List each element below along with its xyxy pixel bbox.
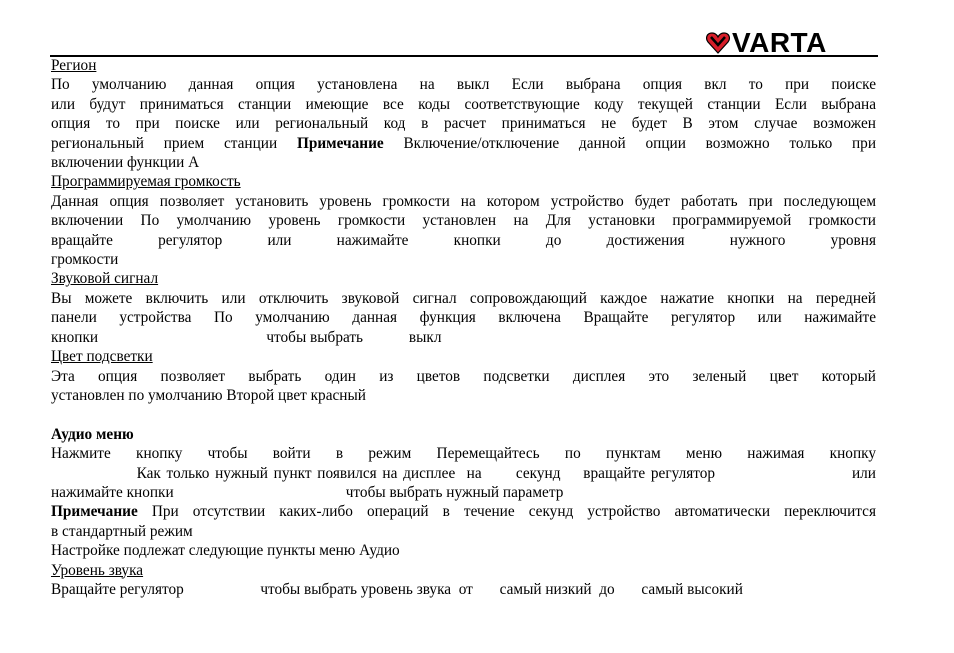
audio-note-text: При отсутствии каких-либо операций в течение секунд устройство автоматически переключится bbox=[151, 503, 876, 521]
beep-line-2: панели устройства По умолчанию данная функция включена Вращайте регулятор или нажимайте bbox=[51, 309, 876, 327]
beep-line-1: Вы можете включить или отключить звуковой сигнал сопровождающий каждое нажатие кнопки на передней bbox=[51, 289, 876, 307]
region-heading: Регион bbox=[51, 57, 97, 74]
region-line-4 bbox=[51, 134, 876, 153]
backlight-line-2: установлен по умолчанию Второй цвет красный bbox=[51, 386, 366, 404]
region-line-2: или будут приниматься станции имеющие все коды соответствующие коду текущей станции Если выбрана bbox=[51, 95, 876, 113]
region-line-3: опция то при поиске или региональный код в расчет приниматься не будет В этом случае возможен bbox=[51, 115, 876, 133]
audio-line-3: нажимайте кнопки чтобы выбрать нужный параметр bbox=[51, 483, 564, 501]
volume-line-4: громкости bbox=[51, 251, 119, 269]
region-note-text: Включение/отключение данной опции возможно только при bbox=[403, 134, 877, 152]
beep-heading: Звуковой сигнал bbox=[51, 270, 159, 288]
region-line-5: включении функции A bbox=[51, 154, 200, 172]
audio-note bbox=[51, 502, 876, 521]
audio-note-label: Примечание bbox=[51, 503, 138, 521]
volume-line-2: включении По умолчанию уровень громкости установлен на Для установки программируемой громкости bbox=[51, 212, 876, 230]
backlight-heading-row bbox=[51, 347, 876, 366]
document-body bbox=[51, 56, 876, 599]
logo-text: VARTA bbox=[732, 27, 827, 58]
volume-line-3: вращайте регулятор или нажимайте кнопки до достижения нужного уровня bbox=[51, 231, 876, 249]
brand-logo bbox=[706, 29, 827, 57]
section-spacer bbox=[51, 405, 876, 424]
backlight-line-1: Эта опция позволяет выбрать один из цветов подсветки дисплея это зеленый цвет который bbox=[51, 367, 876, 385]
volume-heading: Программируемая громкость bbox=[51, 173, 241, 191]
audio-line-5: в стандартный режим bbox=[51, 522, 193, 540]
level-line-1: Вращайте регулятор чтобы выбрать уровень звука от самый низкий до самый высокий bbox=[51, 580, 743, 598]
beep-line-3: кнопки чтобы выбрать выкл bbox=[51, 328, 442, 346]
level-heading: Уровень звука bbox=[51, 561, 144, 579]
audio-line-6: Настройке подлежат следующие пункты меню Аудио bbox=[51, 542, 400, 560]
region-note-label: Примечание bbox=[296, 134, 384, 152]
backlight-heading: Цвет подсветки bbox=[51, 348, 153, 366]
heart-icon bbox=[706, 32, 730, 54]
region-line-4-text: региональный прием станции bbox=[51, 134, 278, 152]
audio-line-1: Нажмите кнопку чтобы войти в режим Перемещайтесь по пунктам меню нажимая кнопку bbox=[51, 445, 876, 463]
volume-line-1: Данная опция позволяет установить уровень громкости на котором устройство будет работать при последующем bbox=[51, 192, 876, 210]
region-line-1: По умолчанию данная опция установлена на выкл Если выбрана опция вкл то при поиске bbox=[51, 76, 876, 94]
audio-line-2: Как только нужный пункт появился на дисплее на секунд вращайте регулятор или bbox=[51, 464, 876, 482]
audio-heading: Аудио меню bbox=[51, 425, 134, 443]
